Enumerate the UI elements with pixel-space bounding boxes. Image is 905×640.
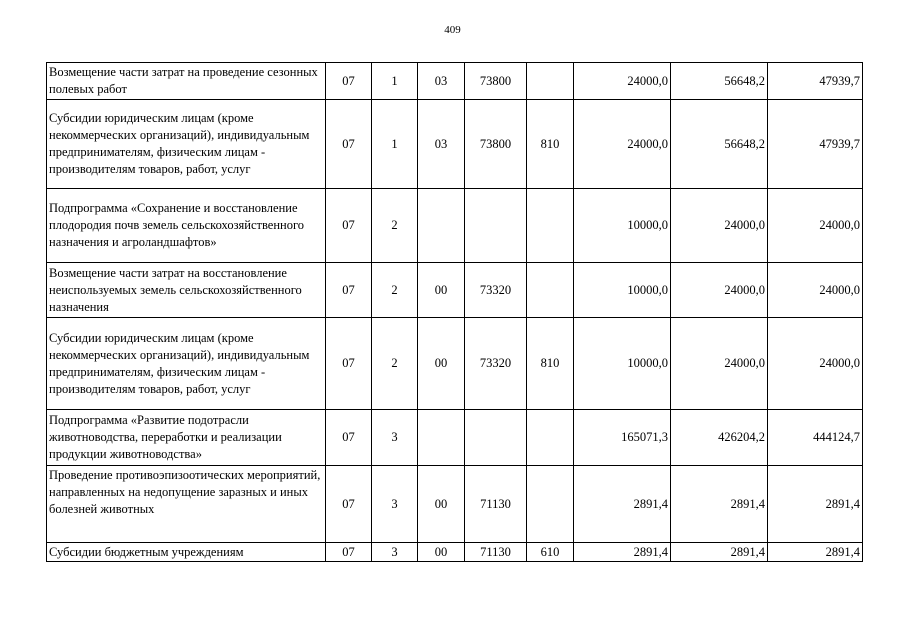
year3-amount-cell: 444124,7 [768,410,863,466]
year2-amount-cell: 2891,4 [671,466,768,543]
year1-amount-cell: 165071,3 [574,410,671,466]
table-row [47,543,863,562]
table-row [47,189,863,263]
item-code-cell: 73320 [465,263,527,318]
row-name-cell: Субсидии юридическим лицам (кроме некоммерческих организаций), индивидуальным предпринимателям, физическим лицам - производителям товаров, работ, услуг [47,100,326,189]
table-row [47,318,863,410]
subsection-code-cell: 1 [372,63,418,100]
program-code-cell: 00 [418,466,465,543]
table-row [47,263,863,318]
subsection-code-cell: 2 [372,263,418,318]
page-number: 409 [444,24,461,36]
program-code-cell: 03 [418,63,465,100]
year1-amount-cell: 10000,0 [574,263,671,318]
section-code-cell: 07 [326,466,372,543]
expense-type-cell [527,410,574,466]
row-name-cell: Субсидии бюджетным учреждениям [47,543,326,562]
expense-type-cell [527,466,574,543]
section-code-cell: 07 [326,189,372,263]
section-code-cell: 07 [326,263,372,318]
program-code-cell [418,189,465,263]
year1-amount-cell: 10000,0 [574,318,671,410]
year3-amount-cell: 2891,4 [768,543,863,562]
row-name-cell: Проведение противоэпизоотических мероприятий, направленных на недопущение заразных и иных болезней животных [47,466,326,543]
year1-amount-cell: 24000,0 [574,100,671,189]
subsection-code-cell: 2 [372,318,418,410]
program-code-cell: 00 [418,543,465,562]
expense-type-cell: 610 [527,543,574,562]
subsection-code-cell: 1 [372,100,418,189]
year2-amount-cell: 56648,2 [671,63,768,100]
subsection-code-cell: 3 [372,543,418,562]
row-name-cell: Возмещение части затрат на проведение сезонных полевых работ [47,63,326,100]
year1-amount-cell: 10000,0 [574,189,671,263]
item-code-cell: 73320 [465,318,527,410]
expense-type-cell: 810 [527,100,574,189]
section-code-cell: 07 [326,318,372,410]
program-code-cell [418,410,465,466]
item-code-cell: 71130 [465,543,527,562]
section-code-cell: 07 [326,100,372,189]
subsection-code-cell: 3 [372,410,418,466]
item-code-cell: 71130 [465,466,527,543]
budget-table [46,62,863,562]
year2-amount-cell: 24000,0 [671,189,768,263]
program-code-cell: 00 [418,263,465,318]
year2-amount-cell: 426204,2 [671,410,768,466]
item-code-cell [465,410,527,466]
section-code-cell: 07 [326,410,372,466]
year3-amount-cell: 24000,0 [768,318,863,410]
subsection-code-cell: 3 [372,466,418,543]
item-code-cell: 73800 [465,63,527,100]
program-code-cell: 03 [418,100,465,189]
row-name-cell: Возмещение части затрат на восстановление неиспользуемых земель сельскохозяйственного назначения [47,263,326,318]
table-row [47,100,863,189]
subsection-code-cell: 2 [372,189,418,263]
item-code-cell [465,189,527,263]
table-row [47,63,863,100]
expense-type-cell [527,263,574,318]
year2-amount-cell: 24000,0 [671,318,768,410]
year2-amount-cell: 56648,2 [671,100,768,189]
expense-type-cell [527,63,574,100]
expense-type-cell: 810 [527,318,574,410]
year1-amount-cell: 2891,4 [574,543,671,562]
row-name-cell: Субсидии юридическим лицам (кроме некоммерческих организаций), индивидуальным предпринимателям, физическим лицам - производителям товаров, работ, услуг [47,318,326,410]
year3-amount-cell: 24000,0 [768,263,863,318]
section-code-cell: 07 [326,543,372,562]
row-name-cell: Подпрограмма «Сохранение и восстановление плодородия почв земель сельскохозяйственного назначения и агроландшафтов» [47,189,326,263]
row-name-cell: Подпрограмма «Развитие подотрасли животноводства, переработки и реализации продукции животноводства» [47,410,326,466]
year3-amount-cell: 2891,4 [768,466,863,543]
year1-amount-cell: 2891,4 [574,466,671,543]
expense-type-cell [527,189,574,263]
table-row [47,410,863,466]
year3-amount-cell: 24000,0 [768,189,863,263]
year2-amount-cell: 2891,4 [671,543,768,562]
year1-amount-cell: 24000,0 [574,63,671,100]
year2-amount-cell: 24000,0 [671,263,768,318]
table-row [47,466,863,543]
year3-amount-cell: 47939,7 [768,63,863,100]
item-code-cell: 73800 [465,100,527,189]
section-code-cell: 07 [326,63,372,100]
program-code-cell: 00 [418,318,465,410]
year3-amount-cell: 47939,7 [768,100,863,189]
